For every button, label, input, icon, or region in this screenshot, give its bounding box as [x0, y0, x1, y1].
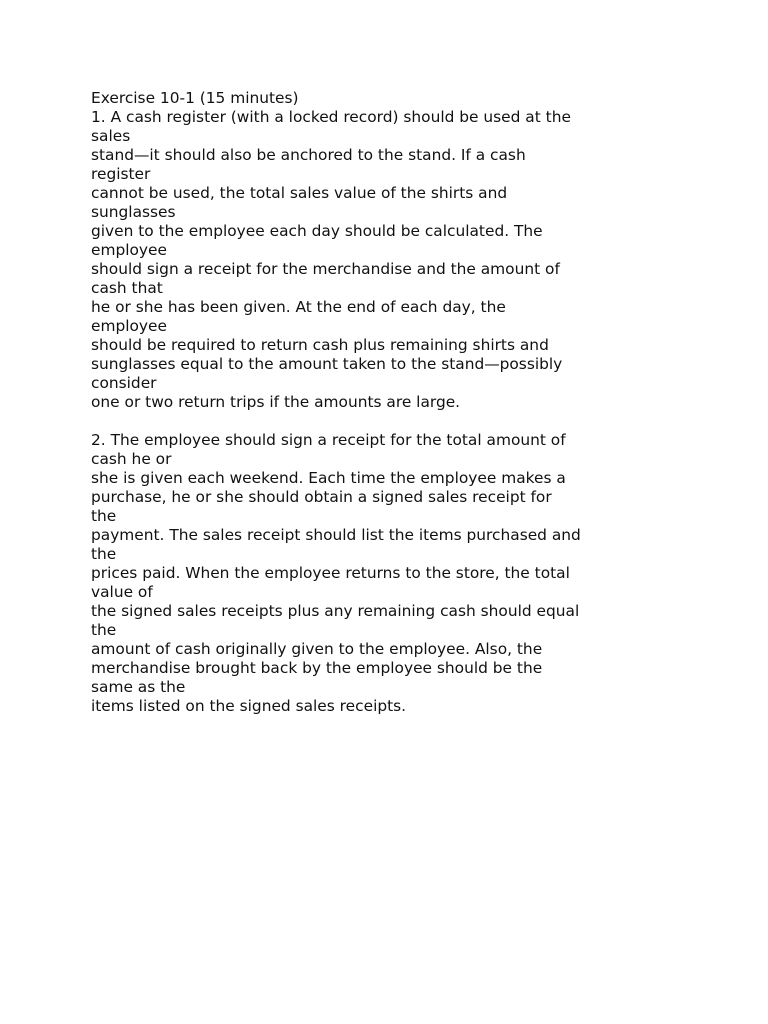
text-line: items listed on the signed sales receipts.: [91, 697, 407, 715]
text-line: the: [91, 545, 117, 563]
text-line: the signed sales receipts plus any remaining cash should equal: [91, 602, 580, 620]
paragraph-1: [91, 108, 691, 412]
document-body: [91, 89, 691, 716]
text-line: sunglasses: [91, 203, 176, 221]
text-line: given to the employee each day should be calculated. The: [91, 222, 543, 240]
text-line: cash he or: [91, 450, 172, 468]
text-line: purchase, he or she should obtain a signed sales receipt for: [91, 488, 552, 506]
text-line: 2. The employee should sign a receipt for the total amount of: [91, 431, 566, 449]
text-line: employee: [91, 241, 167, 259]
text-line: payment. The sales receipt should list the items purchased and: [91, 526, 581, 544]
text-line: should sign a receipt for the merchandise and the amount of: [91, 260, 560, 278]
text-line: stand—it should also be anchored to the stand. If a cash: [91, 146, 526, 164]
paragraph-spacer: [91, 412, 691, 431]
text-line: cannot be used, the total sales value of the shirts and: [91, 184, 508, 202]
text-line: she is given each weekend. Each time the employee makes a: [91, 469, 566, 487]
text-line: merchandise brought back by the employee should be the: [91, 659, 543, 677]
text-line: consider: [91, 374, 157, 392]
text-line: 1. A cash register (with a locked record) should be used at the: [91, 108, 571, 126]
text-line: one or two return trips if the amounts are large.: [91, 393, 461, 411]
text-line: register: [91, 165, 151, 183]
text-line: employee: [91, 317, 167, 335]
text-line: cash that: [91, 279, 163, 297]
text-line: amount of cash originally given to the employee. Also, the: [91, 640, 543, 658]
exercise-title: Exercise 10-1 (15 minutes): [91, 89, 299, 107]
paragraph-2: [91, 431, 691, 716]
text-line: same as the: [91, 678, 186, 696]
text-line: he or she has been given. At the end of each day, the: [91, 298, 506, 316]
text-line: should be required to return cash plus remaining shirts and: [91, 336, 549, 354]
text-line: the: [91, 621, 117, 639]
text-line: prices paid. When the employee returns to the store, the total: [91, 564, 570, 582]
text-line: sunglasses equal to the amount taken to the stand—possibly: [91, 355, 563, 373]
text-line: the: [91, 507, 117, 525]
text-line: value of: [91, 583, 153, 601]
text-line: sales: [91, 127, 131, 145]
